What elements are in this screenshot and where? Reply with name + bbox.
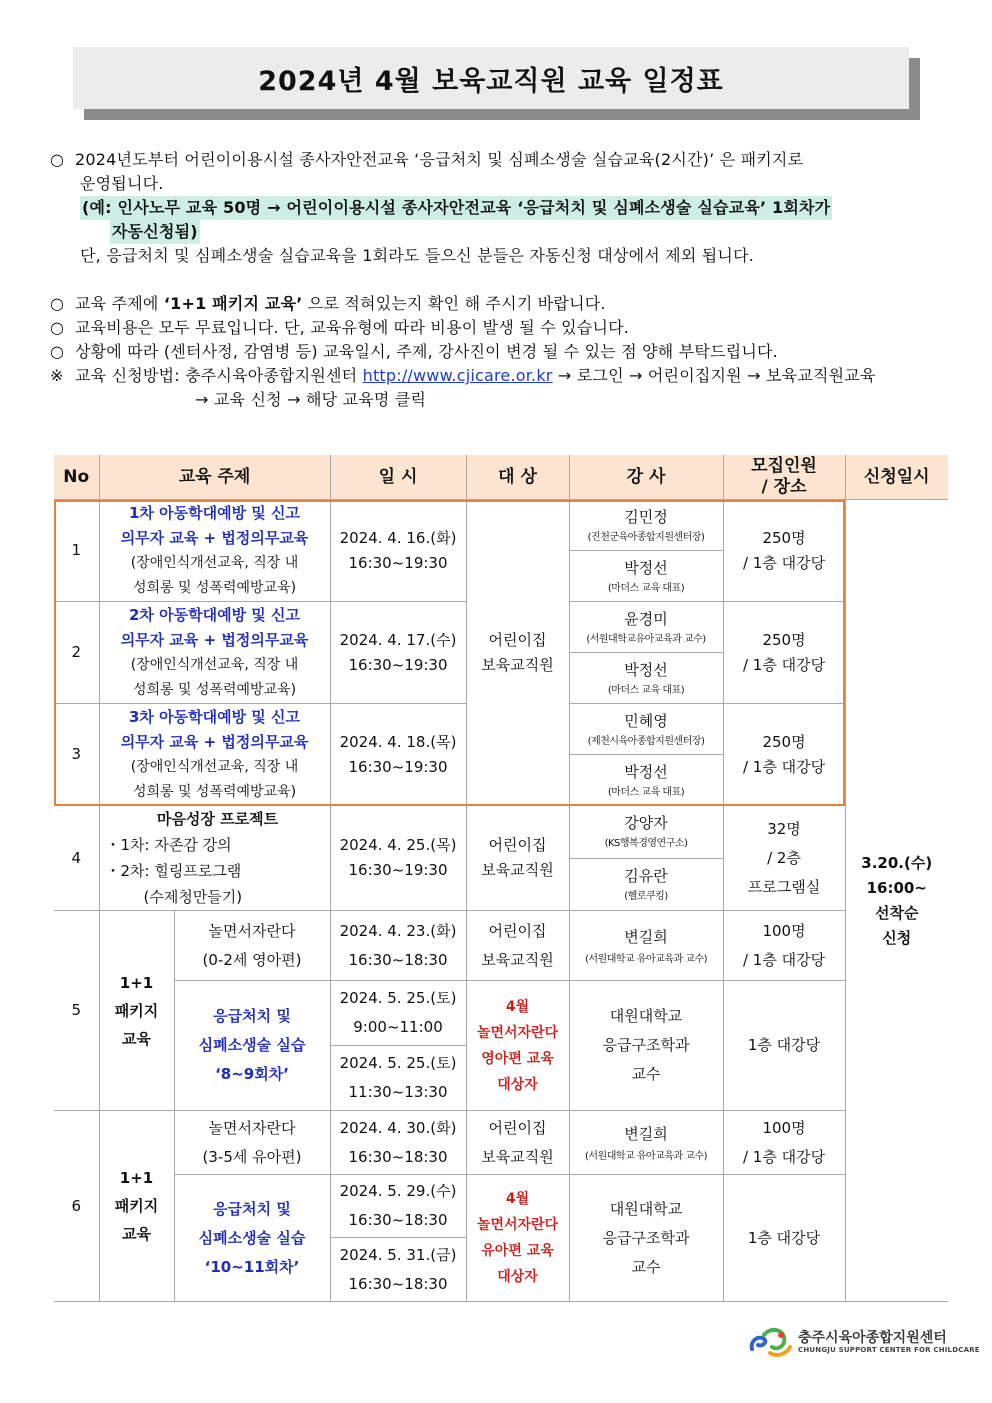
instructor-cell: 변길희 (서원대학교 유아교육과 교수) [569,1111,723,1175]
package-label: 1+1 패키지 교육 [99,1111,174,1302]
package-sub-topic: 응급처치 및 심폐소생술 실습 ‘10~11회차’ [174,1175,330,1302]
row-capacity: 250명 / 1층 대강당 [723,704,845,806]
table-header-row [54,455,948,500]
row-target: 어린이집 보육교직원 [466,806,569,911]
row-datetime: 2024. 4. 18.(목) 16:30~19:30 [330,704,466,806]
row-topic: 3차 아동학대예방 및 신고 의무자 교육 + 법정의무교육 (장애인식개선교육, 직장 내 성희롱 및 성폭력예방교육) [99,704,330,806]
schedule-table [54,455,948,1302]
notice-package-check: ○ 교육 주제에 ‘1+1 패키지 교육’ 으로 적혀있는지 확인 해 주시기 바랍니다. [50,294,606,313]
instructor-cell: 박정선 (마더스 교육 대표) [569,653,723,704]
center-logo [748,1325,980,1359]
row-datetime: 2024. 4. 30.(화) 16:30~18:30 [330,1111,466,1175]
header-instructor: 강 사 [569,455,723,500]
notice-package-intro-cont: 운영됩니다. [80,174,164,193]
notice-exception: 단, 응급처치 및 심폐소생술 실습교육을 1회라도 들으신 분들은 자동신청 대상에서 제외 됩니다. [80,246,755,265]
row-target: 4월 놀면서자란다 영아편 교육 대상자 [466,981,569,1111]
notice-example-cont: 자동신청됨) [50,220,945,244]
instructor-cell: 박정선 (마더스 교육 대표) [569,551,723,602]
page-title: 2024년 4월 보육교직원 교육 일정표 [73,47,909,109]
instructor-cell: 변길희 (서원대학교 유아교육과 교수) [569,911,723,981]
instructor-cell: 박정선 (마더스 교육 대표) [569,755,723,806]
notice-change: ○ 상황에 따라 (센터사정, 감염병 등) 교육일시, 주제, 강사진이 변경 될 수 있는 점 양해 부탁드립니다. [50,342,778,361]
row-topic: 2차 아동학대예방 및 신고 의무자 교육 + 법정의무교육 (장애인식개선교육, 직장 내 성희롱 및 성폭력예방교육) [99,602,330,704]
row-datetime: 2024. 5. 25.(토) 11:30~13:30 [330,1046,466,1111]
instructor-cell: 윤경미 (서원대학교유아교육과 교수) [569,602,723,653]
row-capacity: 1층 대강당 [723,981,845,1111]
header-apply: 신청일시 [845,455,948,500]
row-capacity: 100명 / 1층 대강당 [723,1111,845,1175]
notice-cost: ○ 교육비용은 모두 무료입니다. 단, 교육유형에 따라 비용이 발생 될 수 있습니다. [50,318,630,337]
instructor-cell: 김민정 (진천군육아종합지원센터장) [569,500,723,551]
row-target: 4월 놀면서자란다 유아편 교육 대상자 [466,1175,569,1302]
row-no: 6 [54,1111,99,1302]
row-target: 어린이집 보육교직원 [466,911,569,981]
instructor-cell: 민혜영 (제천시육아종합지원센터장) [569,704,723,755]
apply-period: 3.20.(수) 16:00~ 선착순 신청 [845,500,948,1302]
package-sub-topic: 놀면서자란다 (3-5세 유아편) [174,1111,330,1175]
table-row [54,911,948,981]
bullet-circle: ○ [50,150,65,169]
row-no: 2 [54,602,99,704]
row-target: 어린이집 보육교직원 [466,1111,569,1175]
package-label: 1+1 패키지 교육 [99,911,174,1111]
row-no: 3 [54,704,99,806]
row-datetime: 2024. 4. 16.(화) 16:30~19:30 [330,500,466,602]
row-datetime: 2024. 5. 29.(수) 16:30~18:30 [330,1175,466,1238]
notice-package-intro: ○ 2024년도부터 어린이이용시설 종사자안전교육 ‘응급처치 및 심폐소생술 실습교육(2시간)’ 은 패키지로 [50,148,945,172]
package-sub-topic: 응급처치 및 심폐소생술 실습 ‘8~9회차’ [174,981,330,1111]
header-topic: 교육 주제 [99,455,330,500]
row-datetime: 2024. 4. 25.(목) 16:30~19:30 [330,806,466,911]
row-topic: 1차 아동학대예방 및 신고 의무자 교육 + 법정의무교육 (장애인식개선교육, 직장 내 성희롱 및 성폭력예방교육) [99,500,330,602]
table-row [54,806,948,859]
center-website-link[interactable]: http://www.cjicare.or.kr [362,366,553,385]
logo-mark-icon [748,1325,794,1359]
row-datetime: 2024. 4. 23.(화) 16:30~18:30 [330,911,466,981]
row-topic: 마음성장 프로젝트 ・1차: 자존감 강의 ・2차: 힐링프로그램 (수제청만들기) [99,806,330,911]
row-capacity: 250명 / 1층 대강당 [723,500,845,602]
notice-section [50,148,945,412]
instructor-cell: 강양자 (KS행복경영연구소) [569,806,723,859]
logo-subtitle: CHUNGJU SUPPORT CENTER FOR CHILDCARE [798,1346,980,1354]
table-row [54,1175,948,1238]
row-datetime: 2024. 5. 31.(금) 16:30~18:30 [330,1238,466,1302]
header-date: 일 시 [330,455,466,500]
header-target: 대 상 [466,455,569,500]
row-target-shared: 어린이집 보육교직원 [466,500,569,806]
row-capacity: 250명 / 1층 대강당 [723,602,845,704]
row-no: 5 [54,911,99,1111]
instructor-cell: 대원대학교 응급구조학과 교수 [569,1175,723,1302]
row-no: 4 [54,806,99,911]
row-datetime: 2024. 4. 17.(수) 16:30~19:30 [330,602,466,704]
header-capacity: 모집인원 / 장소 [723,455,845,500]
notice-apply-method-cont: → 교육 신청 → 해당 교육명 클릭 [195,390,427,409]
header-no: No [54,455,99,500]
table-row [54,1111,948,1175]
notice-example: (예: 인사노무 교육 50명 → 어린이이용시설 종사자안전교육 ‘응급처치 및 심폐소생술 실습교육’ 1회차가 [50,196,945,220]
package-sub-topic: 놀면서자란다 (0-2세 영아편) [174,911,330,981]
row-capacity: 32명 / 2층 프로그램실 [723,806,845,911]
table-row [54,500,948,551]
row-capacity: 100명 / 1층 대강당 [723,911,845,981]
table-row [54,981,948,1046]
notice-apply-method: ※ 교육 신청방법: 충주시육아종합지원센터 http://www.cjicare.or.kr → 로그인 → 어린이집지원 → 보육교직원교육 [50,366,876,385]
instructor-cell: 김유란 (헬로쿠킹) [569,858,723,911]
row-no: 1 [54,500,99,602]
row-datetime: 2024. 5. 25.(토) 9:00~11:00 [330,981,466,1046]
logo-title: 충주시육아종합지원센터 [798,1330,947,1346]
instructor-cell: 대원대학교 응급구조학과 교수 [569,981,723,1111]
row-capacity: 1층 대강당 [723,1175,845,1302]
